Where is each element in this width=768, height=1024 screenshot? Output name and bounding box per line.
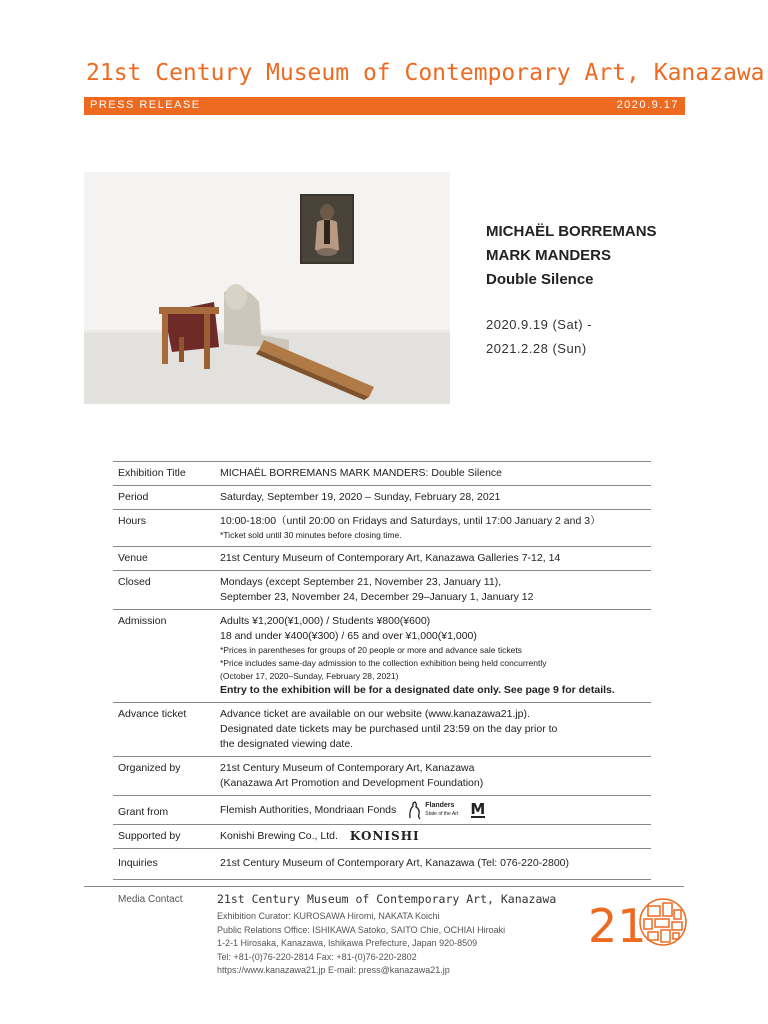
admission-designated-date: Entry to the exhibition will be for a designated date only. See page 9 for details. [220,684,615,696]
table-row [113,825,651,849]
konishi-logo: KONISHI [349,829,420,843]
footer-museum-name: 21st Century Museum of Contemporary Art, Kanazawa [217,892,557,906]
footer-curator: Exhibition Curator: KUROSAWA Hiromi, NAKATA Koichi [217,911,440,922]
table-row [113,703,651,757]
row-value [215,703,651,757]
row-value [215,510,651,547]
table-row [113,757,651,796]
release-date: 2020.9.17 [616,99,679,111]
row-label: Exhibition Title [113,462,215,486]
row-value [215,571,651,610]
row-label: Venue [113,547,215,571]
lion-icon [408,800,422,820]
museum-logo [588,894,688,950]
row-label: Advance ticket [113,703,215,757]
table-row [113,796,651,825]
table-row [113,486,651,510]
organized-line-2: (Kanazawa Art Promotion and Development Foundation) [220,777,484,789]
supported-value: Konishi Brewing Co., Ltd. [220,830,338,842]
row-label: Organized by [113,757,215,796]
row-value: Saturday, September 19, 2020 – Sunday, February 28, 2021 [215,486,651,510]
closed-line-1: Mondays (except September 21, November 23, January 11), [220,576,502,588]
exhibition-details-table [113,461,651,880]
date-start: 2020.9.19 (Sat) - [486,317,593,332]
row-value: 21st Century Museum of Contemporary Art, Kanazawa (Tel: 076-220-2800) [215,849,651,880]
row-label: Admission [113,610,215,703]
row-label: Hours [113,510,215,547]
exhibition-photo [84,172,450,404]
row-label: Grant from [113,796,215,825]
press-release-label: PRESS RELEASE [90,99,201,111]
flanders-sub: State of the Art [425,811,459,817]
footer-pr-office: Public Relations Office: ISHIKAWA Satoko, SAITO Chie, OCHIAI Hiroaki [217,924,506,935]
row-label: Closed [113,571,215,610]
hours-value: 10:00-18:00（until 20:00 on Fridays and Saturdays, until 17:00 January 2 and 3） [220,515,601,527]
press-release-bar [84,97,685,115]
footer-divider [84,886,684,887]
row-value [215,796,651,825]
exhibition-dates [486,313,657,361]
table-row [113,462,651,486]
mondriaan-letter: M [470,799,486,818]
table-row [113,571,651,610]
admission-line-1: Adults ¥1,200(¥1,000) / Students ¥800(¥600) [220,615,431,627]
admission-line-2: 18 and under ¥400(¥300) / 65 and over ¥1,000(¥1,000) [220,630,477,642]
mondriaan-logo [470,799,486,818]
grant-value: Flemish Authorities, Mondriaan Fonds [220,803,397,816]
admission-note-3: (October 17, 2020–Sunday, February 28, 2021) [220,671,399,681]
media-contact-details [217,893,556,977]
row-value [215,825,651,849]
row-label: Inquiries [113,849,215,880]
artist-2: MARK MANDERS [486,247,611,264]
date-end: 2021.2.28 (Sun) [486,341,587,356]
table-row [113,510,651,547]
table-row [113,547,651,571]
flanders-name: Flanders [425,802,455,809]
table-row [113,849,651,880]
closed-line-2: September 23, November 24, December 29–January 1, January 12 [220,591,534,603]
logo-circle-icon [640,899,686,945]
media-contact-label: Media Contact [118,894,183,905]
exhibition-subtitle: Double Silence [486,271,594,288]
row-label: Supported by [113,825,215,849]
organized-line-1: 21st Century Museum of Contemporary Art, Kanazawa [220,762,475,774]
museum-title: 21st Century Museum of Contemporary Art, Kanazawa [86,60,765,86]
row-value [215,610,651,703]
artist-1: MICHAËL BORREMANS [486,223,657,240]
row-label: Period [113,486,215,510]
row-value: 21st Century Museum of Contemporary Art, Kanazawa Galleries 7-12, 14 [215,547,651,571]
exhibition-info [486,220,657,361]
advance-line-2: Designated date tickets may be purchased until 23:59 on the day prior to [220,723,558,735]
advance-line-1: Advance ticket are available on our website (www.kanazawa21.jp). [220,708,530,720]
footer-web: https://www.kanazawa21.jp E-mail: press@kanazawa21.jp [217,965,450,976]
advance-line-3: the designated viewing date. [220,738,354,750]
row-value [215,757,651,796]
table-row [113,610,651,703]
admission-note-2: *Price includes same-day admission to the collection exhibition being held concurrently [220,658,547,668]
admission-note-1: *Prices in parentheses for groups of 20 people or more and advance sale tickets [220,645,522,655]
hours-note: *Ticket sold until 30 minutes before closing time. [220,530,402,540]
footer-address: 1-2-1 Hirosaka, Kanazawa, Ishikawa Prefecture, Japan 920-8509 [217,938,478,949]
flanders-logo [408,800,458,820]
row-value: MICHAËL BORREMANS MARK MANDERS: Double Silence [215,462,651,486]
logo-21-text: 21 [588,899,647,950]
footer-tel: Tel: +81-(0)76-220-2814 Fax: +81-(0)76-220-2802 [217,951,417,962]
